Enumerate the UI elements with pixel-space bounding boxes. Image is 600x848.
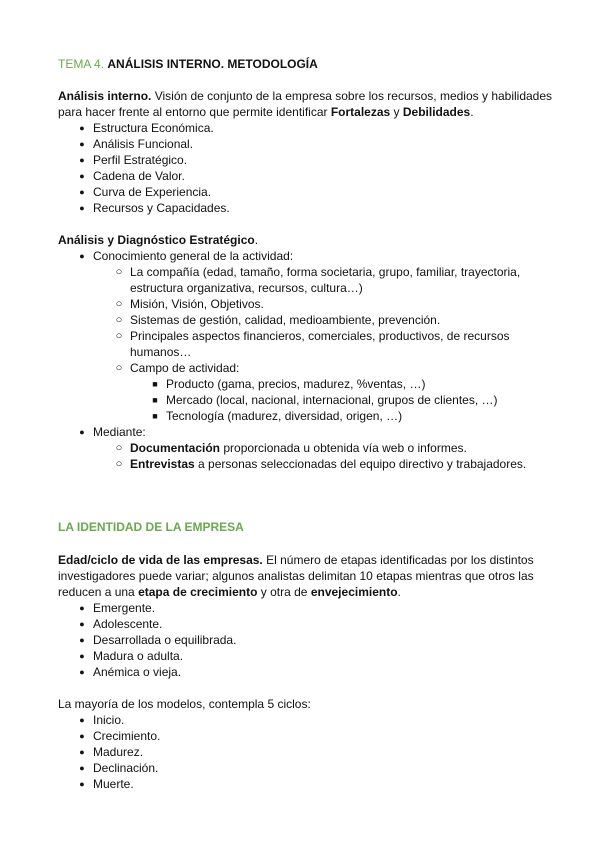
bullet-disc-icon: ● [79, 715, 85, 725]
list-item [58, 184, 558, 200]
bullet-circle-icon: ○ [115, 442, 123, 454]
list-item-text: Emergente. [93, 601, 156, 615]
lifecycle-conjunction: y otra de [257, 585, 311, 599]
bullet-disc-icon: ● [79, 187, 85, 197]
list-item [58, 776, 558, 792]
bullet-disc-icon: ● [79, 635, 85, 645]
intro-period: . [470, 105, 474, 119]
list-item [58, 760, 558, 776]
list-item-text: Madurez. [93, 745, 144, 759]
list-item [58, 200, 558, 216]
bullet-disc-icon: ● [79, 427, 85, 437]
bullet-square-icon: ■ [152, 411, 158, 421]
list-item-text: Principales aspectos financieros, comerciales, productivos, de recursos humanos… [130, 329, 510, 359]
list-item [58, 648, 558, 664]
bullet-disc-icon: ● [79, 651, 85, 661]
bullet-disc-icon: ● [79, 155, 85, 165]
diagnostic-period: . [254, 233, 259, 247]
bullet-disc-icon: ● [79, 667, 85, 677]
sublist-item [58, 360, 558, 376]
diagnostic-list [58, 248, 558, 472]
bullet-square-icon: ■ [152, 395, 158, 405]
analysis-list [58, 120, 558, 216]
list-item [58, 152, 558, 168]
bullet-circle-icon: ○ [115, 362, 123, 374]
list-item-text: Adolescente. [93, 617, 163, 631]
bullet-circle-icon: ○ [115, 298, 123, 310]
bullet-disc-icon: ● [79, 251, 85, 261]
list-item-text: Sistemas de gestión, calidad, medioambiente, prevención. [130, 313, 441, 327]
list-item-text: Producto (gama, precios, madurez, %ventas, …) [166, 377, 426, 391]
documentacion-term: Documentación [130, 441, 221, 455]
list-item [58, 168, 558, 184]
list-item-text: Inicio. [93, 713, 125, 727]
list-item-text: Curva de Experiencia. [93, 185, 212, 199]
heading-title: ANÁLISIS INTERNO. METODOLOGÍA [107, 57, 318, 71]
lifecycle-bold: Edad/ciclo de vida de las empresas. [58, 553, 263, 567]
bullet-disc-icon: ● [79, 619, 85, 629]
lifecycle-text: El número de etapas identificadas por los distintos investigadores puede variar; algunos analistas delimitan 10 etapas mientras que otros las reducen a una [58, 553, 534, 599]
list-item [58, 728, 558, 744]
bullet-disc-icon: ● [79, 203, 85, 213]
bullet-disc-icon: ● [79, 779, 85, 789]
bullet-disc-icon: ● [79, 139, 85, 149]
list-item-text: Anémica o vieja. [93, 665, 182, 679]
bullet-circle-icon: ○ [115, 330, 123, 342]
debilidades-term: Debilidades [402, 105, 471, 119]
list-item [58, 632, 558, 648]
fortalezas-term: Fortalezas [330, 105, 391, 119]
list-item [58, 136, 558, 152]
list-item-text: La compañía (edad, tamaño, forma societaria, grupo, familiar, trayectoria, estructura organizativa, recursos, cultura…) [130, 265, 521, 295]
intro-paragraph [58, 88, 558, 120]
list-item-text: Estructura Económica. [93, 121, 214, 135]
list-item-text: Campo de actividad: [130, 361, 240, 375]
list-item-text: Crecimiento. [93, 729, 161, 743]
list-item [58, 248, 558, 264]
list-item [58, 744, 558, 760]
subsublist-item [58, 392, 558, 408]
sublist-item [58, 312, 558, 328]
list-item-text: Misión, Visión, Objetivos. [130, 297, 264, 311]
subsublist-item [58, 376, 558, 392]
sublist-item [58, 456, 558, 472]
cycles-list [58, 712, 558, 792]
crecimiento-term: etapa de crecimiento [138, 585, 258, 599]
sublist-item [58, 296, 558, 312]
envejecimiento-term: envejecimiento [310, 585, 398, 599]
list-item-text: Madura o adulta. [93, 649, 184, 663]
subsublist-item [58, 408, 558, 424]
sublist-item [58, 440, 558, 456]
section-heading-identidad [58, 519, 558, 535]
bullet-disc-icon: ● [79, 763, 85, 773]
bullet-circle-icon: ○ [115, 314, 123, 326]
entrevistas-term: Entrevistas [130, 457, 195, 471]
list-item-text: Tecnología (madurez, diversidad, origen, …) [166, 409, 403, 423]
list-item [58, 600, 558, 616]
list-item [58, 712, 558, 728]
list-item-text: Análisis Funcional. [93, 137, 194, 151]
diagnostic-title: Análisis y Diagnóstico Estratégico [58, 233, 255, 247]
diagnostic-heading [58, 232, 558, 248]
list-item [58, 664, 558, 680]
list-item [58, 424, 558, 440]
bullet-disc-icon: ● [79, 731, 85, 741]
list-item-text: Mercado (local, nacional, internacional, grupos de clientes, …) [166, 393, 498, 407]
list-item-text: Desarrollada o equilibrada. [93, 633, 237, 647]
section2-title: LA IDENTIDAD DE LA EMPRESA [58, 520, 244, 534]
bullet-disc-icon: ● [79, 171, 85, 181]
lifecycle-period: . [397, 585, 401, 599]
section-heading-tema4 [58, 56, 558, 72]
list-item-text: proporcionada u obtenida vía web o informes. [220, 441, 467, 455]
list-item-text: Recursos y Capacidades. [93, 201, 230, 215]
bullet-disc-icon: ● [79, 747, 85, 757]
bullet-circle-icon: ○ [115, 458, 123, 470]
bullet-disc-icon: ● [79, 123, 85, 133]
list-item-text: Cadena de Valor. [93, 169, 185, 183]
lifecycle-paragraph [58, 552, 558, 600]
sublist-item [58, 264, 558, 296]
bullet-disc-icon: ● [79, 603, 85, 613]
bullet-circle-icon: ○ [115, 266, 123, 278]
heading-prefix: TEMA 4. [58, 57, 105, 71]
stages-list [58, 600, 558, 680]
list-item-text: Mediante: [93, 425, 146, 439]
intro-text: Visión de conjunto de la empresa sobre los recursos, medios y habilidades para hacer frente al entorno que permite identificar [58, 89, 553, 119]
list-item [58, 120, 558, 136]
list-item [58, 616, 558, 632]
sublist-item [58, 328, 558, 360]
list-item-text: Perfil Estratégico. [93, 153, 188, 167]
list-item-text: Conocimiento general de la actividad: [93, 249, 294, 263]
list-item-text: Declinación. [93, 761, 159, 775]
bullet-square-icon: ■ [152, 379, 158, 389]
cycles-intro: La mayoría de los modelos, contempla 5 ciclos: [58, 697, 311, 711]
list-item-text: a personas seleccionadas del equipo directivo y trabajadores. [194, 457, 527, 471]
list-item-text: Muerte. [93, 777, 134, 791]
intro-conjunction: y [390, 105, 403, 119]
intro-bold: Análisis interno. [58, 89, 152, 103]
